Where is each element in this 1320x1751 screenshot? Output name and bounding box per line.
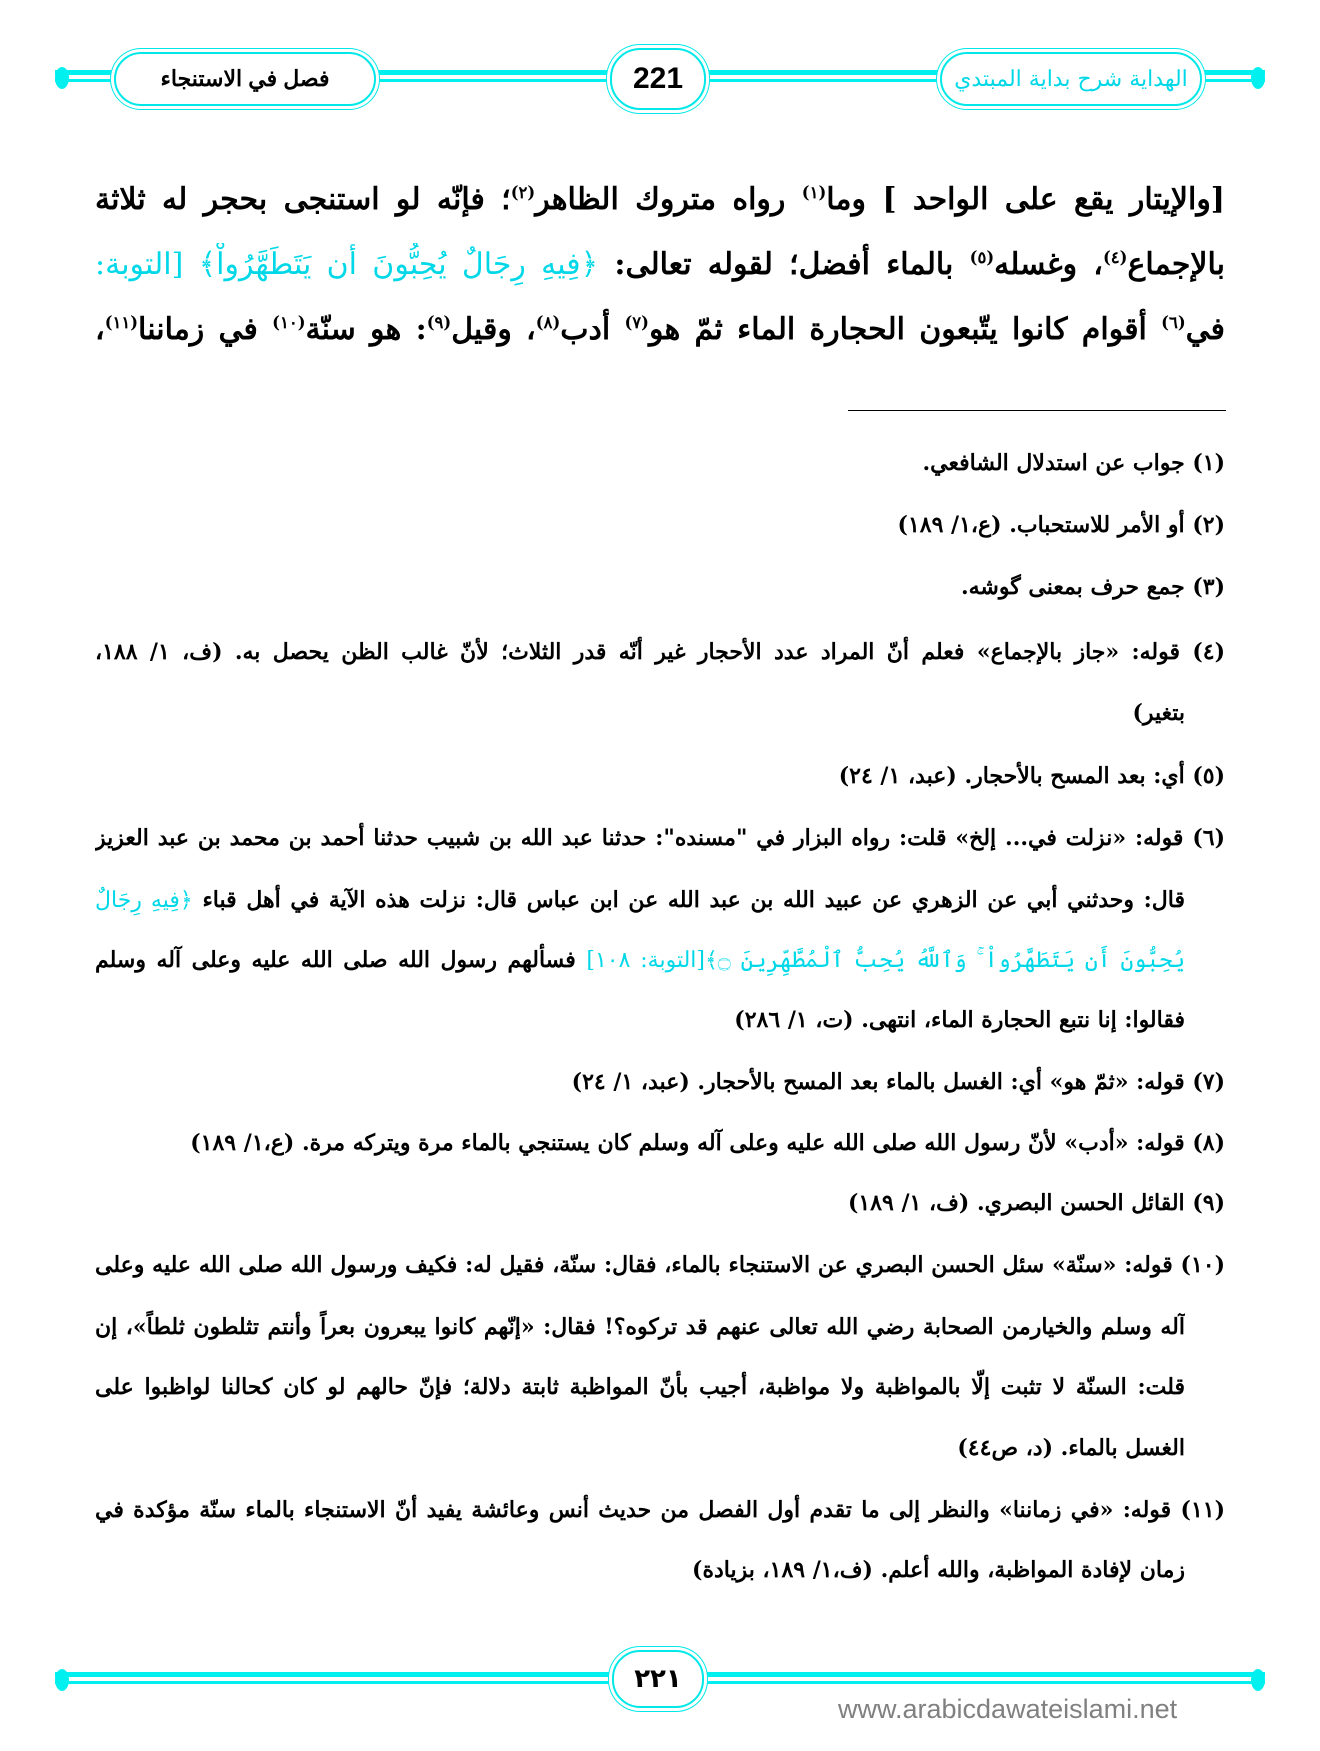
text-segment: (٩) القائل الحسن البصري. (ف، ١/ ١٨٩) — [847, 1190, 1225, 1216]
text-segment: زمان لإفادة المواظبة، والله أعلم. (ف،١/ ١٨٩، بزيادة) — [692, 1557, 1185, 1583]
text-segment: بالإجماع — [1127, 247, 1225, 282]
text-segment: (٨) قوله: «أدب» لأنّ رسول الله صلى الله عليه وعلى آله وسلم كان يستنجي بالماء مرة ويتركه مرة. (ع،١/ ١٨٩) — [190, 1130, 1225, 1156]
text-segment: بالماء أفضل؛ لقوله تعالى: — [598, 247, 970, 282]
chapter-title-box — [114, 52, 376, 106]
footnote-marker: (٢) — [510, 183, 536, 202]
text-segment: فسألهم رسول الله صلى الله عليه وعلى آله وسلم — [95, 947, 587, 973]
footnote-marker: (٥) — [969, 248, 995, 267]
book-title-logo: الهداية شرح بداية المبتدي — [954, 66, 1188, 92]
ornament-icon — [55, 67, 69, 89]
text-segment: (١) جواب عن استدلال الشافعي. — [922, 450, 1225, 476]
text-segment: بتغير) — [1132, 700, 1185, 726]
footnote-line — [95, 443, 1225, 483]
page-number: 221 — [632, 62, 684, 95]
footnote-line — [95, 1550, 1185, 1590]
page-number-box — [610, 48, 706, 110]
footnote-marker: (٩) — [426, 313, 452, 332]
footnote-marker: (١١) — [104, 313, 139, 332]
ornament-icon — [55, 1669, 69, 1691]
footnote-marker: (٦) — [1161, 313, 1186, 332]
text-segment: ، وغسله — [994, 247, 1103, 282]
footnote-line — [95, 1367, 1185, 1411]
text-segment: في زماننا — [138, 312, 273, 347]
main-text-line — [95, 243, 1225, 287]
text-segment: «جاز بالإجماع» — [976, 639, 1120, 665]
main-text-line — [95, 308, 1225, 352]
text-segment: فعلم أنّ المراد عدد الأحجار غير أنّه قدر الثلاث؛ لأنّ غالب الظن يحصل به. (ف، ١/ ١٨٨، — [95, 639, 977, 665]
footnote-line — [95, 1062, 1225, 1102]
footnote-marker: (٤) — [1102, 248, 1128, 267]
footnote-line — [95, 1123, 1225, 1163]
text-segment: قال: وحدثني أبي عن الزهري عن عبيد الله بن عبد الله عن ابن عباس قال: نزلت هذه الآية في أهل قباء — [192, 887, 1185, 913]
quran-verse: ﴿فِيهِ رِجَالٌ يُحِبُّونَ أَن يَتَطَهَّرُواْ﴾ [التوبة: — [95, 247, 599, 282]
footnote-separator — [848, 410, 1226, 411]
footnote-line — [95, 756, 1225, 796]
text-segment: (٧) قوله: «ثمّ هو» أي: الغسل بالماء بعد المسح بالأحجار. (عبد، ١/ ٢٤) — [571, 1069, 1225, 1095]
footnote-line — [95, 1245, 1225, 1289]
footnote-marker: (٨) — [535, 313, 561, 332]
chapter-title: فصل في الاستنجاء — [160, 66, 330, 91]
footnote-line — [95, 505, 1225, 545]
text-segment: أقوام كانوا يتّبعون الحجارة الماء ثمّ هو — [648, 312, 1162, 347]
quran-verse: يُحِبُّونَ أَن يَتَطَهَّرُواْ ۚ وَٱللَّهُ يُحِبُّ ٱلْمُطَّهِّرِينَ ۝﴾[التوبة: ١٠٨] — [586, 948, 1185, 973]
text-segment: أدب — [560, 312, 625, 347]
text-segment: (٤) قوله: — [1119, 639, 1225, 665]
text-segment: [والإيتار يقع على الواحد ] وما — [826, 182, 1225, 217]
main-text-line — [95, 178, 1225, 222]
footnote-line — [95, 1490, 1225, 1534]
footnote-line — [95, 567, 1225, 607]
text-segment: رواه متروك الظاهر — [535, 182, 802, 217]
footnote-line — [95, 818, 1225, 862]
ornament-icon — [1251, 1669, 1265, 1691]
footnote-marker: (١٠) — [272, 313, 306, 332]
footnote-marker: (٧) — [624, 313, 649, 332]
book-title-box — [940, 52, 1202, 106]
text-segment: ، — [95, 312, 105, 347]
text-segment: قلت: السنّة لا تثبت إلّا بالمواظبة ولا مواظبة، أجيب بأنّ المواظبة ثابتة دلالة؛ فإنّ حالهم لو كان كحالنا لواظبوا على — [95, 1374, 1185, 1400]
text-segment: الغسل بالماء. (د، ص٤٤) — [957, 1435, 1185, 1461]
text-segment: آله وسلم والخيارمن الصحابة رضي الله تعالى عنهم قد تركوه؟! فقال: «إنّهم كانوا يبعرون بعراً وأنتم تثلطون ثلطاً»، إن — [95, 1314, 1185, 1340]
footer-page-number-box — [612, 1650, 704, 1708]
text-segment: ، وقيل — [451, 312, 536, 347]
text-segment: في — [1185, 312, 1225, 347]
ornament-icon — [1251, 67, 1265, 89]
text-segment: (٥) أي: بعد المسح بالأحجار. (عبد، ١/ ٢٤) — [838, 763, 1225, 789]
text-segment: (٢) أو الأمر للاستحباب. (ع،١/ ١٨٩) — [897, 512, 1225, 538]
footnote-line — [95, 632, 1225, 676]
footnote-line — [95, 1183, 1225, 1223]
text-segment: فقالوا: إنا نتبع الحجارة الماء، انتهى. (ت، ١/ ٢٨٦) — [734, 1007, 1185, 1033]
footnote-marker: (١) — [801, 183, 827, 202]
footnote-line — [95, 1307, 1185, 1351]
text-segment: (١٠) قوله: «سنّة» سئل الحسن البصري عن الاستنجاء بالماء، فقال: سنّة، فقيل له: فكيف ورسول الله صلى الله عليه وعلى — [95, 1252, 1225, 1278]
text-segment: ؛ فإنّه لو استنجى بحجر له ثلاثة — [95, 182, 511, 217]
text-segment: (٣) جمع حرف بمعنى گوشه. — [960, 574, 1225, 600]
footer-page-number: ٢٢١ — [634, 1664, 682, 1694]
footnote-line — [95, 880, 1185, 924]
text-segment: (٦) قوله: «نزلت في... إلخ» قلت: رواه البزار في "مسنده": حدثنا عبد الله بن شبيب حدثنا أحمد بن محمد بن عبد العزيز — [95, 825, 1225, 851]
footnote-line — [95, 940, 1185, 984]
website-url: www.arabicdawateislami.net — [838, 1694, 1178, 1724]
footnote-line — [95, 693, 1185, 733]
text-segment: : هو سنّة — [305, 312, 427, 347]
footnote-line — [95, 1000, 1185, 1040]
text-segment: (١١) قوله: «في زماننا» والنظر إلى ما تقدم أول الفصل من حديث أنس وعائشة يفيد أنّ الاستنجاء بالماء سنّة مؤكدة في — [95, 1497, 1225, 1523]
quran-verse: ﴿فِيهِ رِجَالٌ — [95, 888, 193, 913]
footnote-line — [95, 1428, 1185, 1468]
